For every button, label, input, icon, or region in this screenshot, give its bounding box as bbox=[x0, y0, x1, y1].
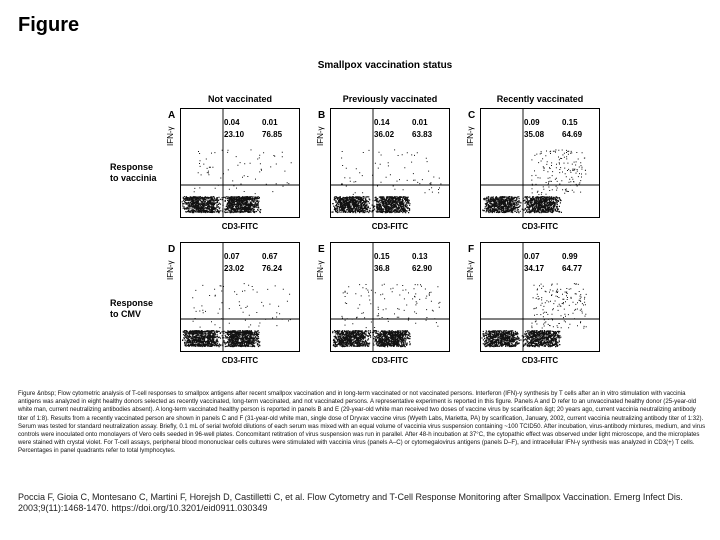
event-dots bbox=[182, 149, 292, 213]
figure bbox=[110, 52, 610, 387]
row-header-cmv-line1: Response bbox=[110, 298, 154, 308]
y-axis-label: IFN-γ bbox=[466, 260, 475, 280]
quadrant-upper-right: 0.99 bbox=[562, 252, 578, 261]
quadrant-lower-left: 36.8 bbox=[374, 264, 390, 273]
dot-plot-graphic bbox=[331, 109, 450, 218]
scatter-plot bbox=[330, 108, 450, 218]
quadrant-upper-left: 0.09 bbox=[524, 118, 540, 127]
quadrant-lower-right: 76.85 bbox=[262, 130, 283, 139]
panel-f bbox=[466, 242, 600, 365]
panel-b bbox=[316, 108, 450, 231]
quadrant-upper-left: 0.14 bbox=[374, 118, 390, 127]
x-axis-label: CD3-FITC bbox=[221, 222, 259, 231]
scatter-plot bbox=[480, 242, 600, 352]
quadrant-upper-right: 0.01 bbox=[262, 118, 278, 127]
panel-letter: E bbox=[318, 244, 325, 255]
event-dots bbox=[332, 284, 440, 348]
quadrant-lower-left: 23.10 bbox=[224, 130, 245, 139]
panel-e bbox=[316, 242, 450, 365]
event-dots bbox=[481, 283, 586, 347]
dot-plot-graphic bbox=[481, 109, 600, 218]
quadrant-upper-right: 0.01 bbox=[412, 118, 428, 127]
row-header-cmv-line2: to CMV bbox=[110, 309, 141, 319]
quadrant-upper-left: 0.07 bbox=[524, 252, 540, 261]
panel-letter: D bbox=[168, 244, 176, 255]
y-axis-label: IFN-γ bbox=[316, 260, 325, 280]
panel-letter: F bbox=[468, 244, 475, 255]
event-dots bbox=[482, 149, 586, 213]
row-header-vaccinia-line1: Response bbox=[110, 162, 154, 172]
page-title: Figure bbox=[18, 14, 80, 36]
row-header-vaccinia-line2: to vaccinia bbox=[110, 173, 157, 183]
column-header-not-vaccinated: Not vaccinated bbox=[207, 94, 273, 104]
x-axis-label: CD3-FITC bbox=[371, 222, 409, 231]
quadrant-lower-left: 34.17 bbox=[524, 264, 545, 273]
dot-plot-graphic bbox=[331, 243, 450, 352]
row-header-vaccinia bbox=[110, 162, 190, 184]
panel-letter: B bbox=[318, 110, 326, 121]
dot-plot-graphic bbox=[481, 243, 600, 352]
column-header-previously-vaccinated: Previously vaccinated bbox=[342, 94, 438, 104]
quadrant-lower-right: 64.69 bbox=[562, 130, 583, 139]
panel-d bbox=[166, 242, 300, 365]
column-header-recently-vaccinated: Recently vaccinated bbox=[496, 94, 584, 104]
y-axis-label: IFN-γ bbox=[316, 126, 325, 146]
y-axis-label: IFN-γ bbox=[166, 260, 175, 280]
y-axis-label: IFN-γ bbox=[466, 126, 475, 146]
panel-a bbox=[166, 108, 300, 231]
dot-plot-graphic bbox=[181, 109, 300, 218]
event-dots bbox=[331, 149, 441, 213]
quadrant-lower-right: 62.90 bbox=[412, 264, 433, 273]
figure-title: Smallpox vaccination status bbox=[317, 60, 453, 71]
quadrant-lower-left: 36.02 bbox=[374, 130, 395, 139]
quadrant-upper-left: 0.07 bbox=[224, 252, 240, 261]
row-header-cmv bbox=[110, 298, 190, 320]
quadrant-lower-right: 64.77 bbox=[562, 264, 583, 273]
quadrant-upper-right: 0.15 bbox=[562, 118, 578, 127]
scatter-plot bbox=[330, 242, 450, 352]
quadrant-upper-left: 0.15 bbox=[374, 252, 390, 261]
quadrant-upper-right: 0.67 bbox=[262, 252, 278, 261]
quadrant-lower-right: 63.83 bbox=[412, 130, 433, 139]
figure-caption: Figure &nbsp; Flow cytometric analysis of T-cell responses to smallpox antigens after recent smallpox vaccination and in long-term vaccinated or not vaccinated persons. Interferon (IFN)-γ synthesis by T cells after an in vitro stimulation with vaccinia antigens was analyzed in eight healthy donors selected as recently vaccinated, long-term vaccinated, and not vaccinated persons. A representative experiment is reported in this figure. Panels A and D refer to an unvaccinated healthy donor (25-year-old white man, current neutralizing antibodies absent). A long-term vaccinated healthy person is reported in panels B and E (29-year-old white man received two doses of vaccine virus by scarification &gt; 20 years ago, current vaccinia neutralizing antibody titer of 1:8). Results from a recently vaccinated person are shown in panels C and F (31-year-old white man, single dose of Dryvax vaccine virus (Wyeth Labs, Marietta, PA) by scarification, January, 2002, current vaccinia neutralizing antibody titer of 1:32). Serum was tested for standard neutralization assay. Briefly, 0.1 mL of serial twofold dilutions of each serum was mixed with an equal volume of vaccinia virus suspension containing ~100 TCID50. After incubation, virus-antibody mixtures, medium, and virus controls were inoculated onto monolayers of Vero cells seeded in 96-well plates. Concomitant retitration of virus suspension was run in parallel. After 48-h incubation at 37°C, the cytopathic effect was observed under light microscope, and the microplates were stained with crystal violet. For T-cell assays, peripheral blood mononuclear cells cultures were stimulated with vaccinia virus (panels A–C) or cytomegalovirus antigens (panels D–F), and intracellular IFN-γ synthesis was analyzed in CD3(+) T cells. Percentages in panel quadrants refer to total lymphocytes. bbox=[18, 390, 706, 455]
x-axis-label: CD3-FITC bbox=[521, 356, 559, 365]
quadrant-lower-left: 23.02 bbox=[224, 264, 245, 273]
quadrant-upper-left: 0.04 bbox=[224, 118, 240, 127]
panel-c bbox=[466, 108, 600, 231]
x-axis-label: CD3-FITC bbox=[521, 222, 559, 231]
y-axis-label: IFN-γ bbox=[166, 126, 175, 146]
x-axis-label: CD3-FITC bbox=[371, 356, 409, 365]
quadrant-lower-left: 35.08 bbox=[524, 130, 545, 139]
quadrant-upper-right: 0.13 bbox=[412, 252, 428, 261]
panel-letter: C bbox=[468, 110, 476, 121]
scatter-plot bbox=[480, 108, 600, 218]
panel-letter: A bbox=[168, 110, 176, 121]
quadrant-lower-right: 76.24 bbox=[262, 264, 283, 273]
dot-plot-graphic bbox=[181, 243, 300, 352]
citation: Poccia F, Gioia C, Montesano C, Martini F, Horejsh D, Castilletti C, et al. Flow Cytometry and T-Cell Response Monitoring after Smallpox Vaccination. Emerg Infect Dis. 2003;9(11):1468-1470. https://doi.org/10.3201/eid0911.030349 bbox=[18, 492, 683, 513]
scatter-plot bbox=[180, 242, 300, 352]
event-dots bbox=[182, 283, 291, 347]
x-axis-label: CD3-FITC bbox=[221, 356, 259, 365]
scatter-plot bbox=[180, 108, 300, 218]
